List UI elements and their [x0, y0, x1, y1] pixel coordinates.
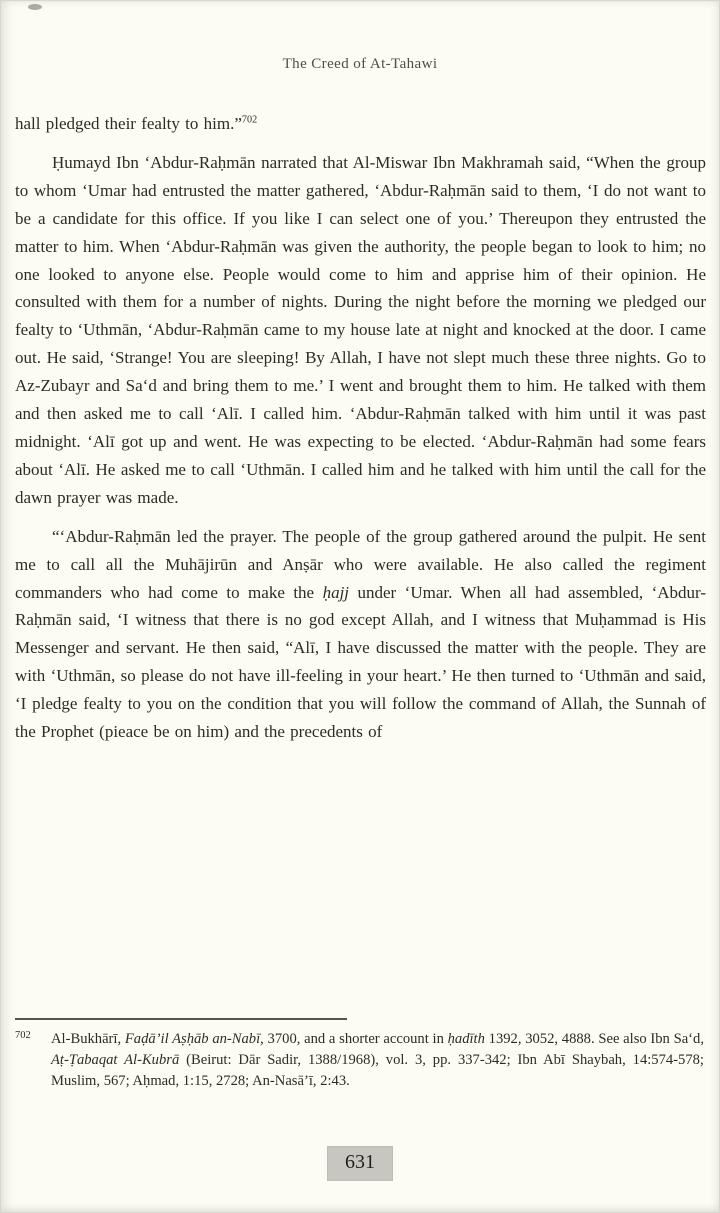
- body-paragraph-continued: hall pledged their fealty to him.”$^{702}$: [15, 114, 258, 133]
- body-paragraph: Ḥumayd Ibn ‘Abdur-Raḥmān narrated that Al-Miswar Ibn Makhramah said, “When the group to whom ‘Umar had entrusted the matter gathered, ‘Abdur-Raḥmān said to them, ‘I do not want to be a candidate for this office. If you like I can select one of you.’ Thereupon they entrusted the matter to him. When ‘Abdur-Raḥmān was given the authority, the people began to look to him; no one looked to anyone else. People would come to him and apprise him of their opinion. He consulted with them for a number of nights. During the night before the morning we pledged our fealty to ‘Uthmān, ‘Abdur-Raḥmān came to my house late at night and knocked at the door. I came out. He said, ‘Strange! You are sleeping! By Allah, I have not slept much these three nights. Go to Az-Zubayr and Sa‘d and bring them to me.’ I went and brought them to him. He talked with them and then asked me to call ‘Alī. I called him. ‘Abdur-Raḥmān talked with him until it was past midnight. ‘Alī got up and went. He was expecting to be elected. ‘Abdur-Raḥmān had some fears about ‘Alī. He asked me to call ‘Uthmān. I called him and he talked with him until the call for the dawn prayer was made.: [15, 152, 706, 507]
- running-header-title: The Creed of At-Tahawi: [282, 56, 438, 72]
- body-paragraph: “‘Abdur-Raḥmān led the prayer. The people of the group gathered around the pulpit. He sent me to call all the Muhājirūn and Anṣār who were available. He also called the regiment commanders who had come to make the ḥajj under ‘Umar. When all had assembled, ‘Abdur-Raḥmān said, ‘I witness that there is no god except Allah, and I witness that Muḥammad is His Messenger and servant. He then said, “Alī, I have discussed the matter with the people. They are with ‘Uthmān, so please do not have ill-feeling in your heart.’ He then turned to ‘Uthmān and said, ‘I pledge fealty to you on the condition that you will follow the command of Allah, the Sunnah of the Prophet (pieace be on him) and the precedents of: [15, 526, 706, 742]
- page-number-badge: [327, 1146, 393, 1181]
- scan-artifact: [28, 4, 42, 10]
- footnote: [15, 1029, 704, 1091]
- page-number: 631: [345, 1151, 375, 1173]
- footnote-area: [15, 1018, 704, 1091]
- footnote-separator-rule: [15, 1018, 347, 1020]
- footnote-number: 702: [15, 1030, 31, 1041]
- footnote-text: Al-Bukhārī, Faḍā’il Aṣḥāb an-Nabī, 3700, and a shorter account in ḥadīth 1392, 3052, 4888. See also Ibn Sa‘d, Aṭ-Ṭabaqat Al-Kubrā (Beirut: Dār Sadir, 1388/1968), vol. 3, pp. 337-342; Ibn Abī Shaybah, 14:574-578; Muslim, 567; Aḥmad, 1:15, 2728; An-Nasā’ī, 2:43.: [51, 1031, 704, 1089]
- page-body: [15, 110, 706, 746]
